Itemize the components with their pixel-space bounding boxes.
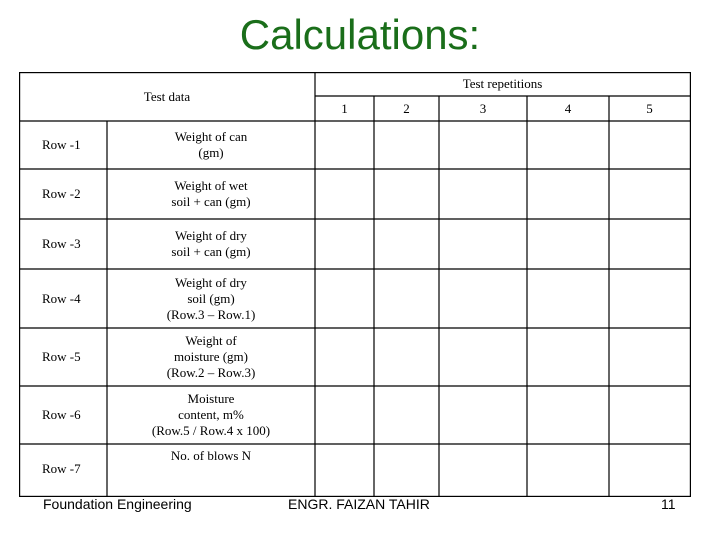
row-1-label: Row -1 xyxy=(42,137,81,152)
repetition-5: 5 xyxy=(646,100,653,116)
repetition-4: 4 xyxy=(564,100,572,116)
row-1-description: Weight of can (gm) xyxy=(174,129,248,160)
row-7-label: Row -7 xyxy=(42,460,81,476)
row-5-description: Weight of moisture (gm) (Row.2 – Row.3) xyxy=(166,333,256,380)
header-test-data: Test data xyxy=(143,88,191,104)
repetition-2: 2 xyxy=(403,100,410,116)
repetition-3: 3 xyxy=(479,100,487,116)
slide-title: Calculations: xyxy=(239,11,481,58)
row-2-description: Weight of wet soil + can (gm) xyxy=(171,178,251,209)
row-3-description: Weight of dry soil + can (gm) xyxy=(171,228,251,259)
row-6-description: Moisture content, m% (Row.5 / Row.4 x 100) xyxy=(151,391,271,438)
footer-author: ENGR. FAIZAN TAHIR xyxy=(288,496,430,512)
calculations-table xyxy=(19,72,691,497)
row-6-label: Row -6 xyxy=(42,407,81,422)
header-test-repetitions: Test repetitions xyxy=(462,76,543,91)
row-4-description: Weight of dry soil (gm) (Row.3 – Row.1) xyxy=(166,274,256,322)
row-2-label: Row -2 xyxy=(42,186,81,201)
repetition-1: 1 xyxy=(341,100,348,116)
footer-course: Foundation Engineering xyxy=(43,496,192,512)
page-number: 11 xyxy=(661,496,676,512)
row-3-label: Row -3 xyxy=(42,236,81,251)
row-4-label: Row -4 xyxy=(42,290,81,306)
row-7-description: No. of blows N xyxy=(170,448,252,463)
row-5-label: Row -5 xyxy=(42,349,81,364)
